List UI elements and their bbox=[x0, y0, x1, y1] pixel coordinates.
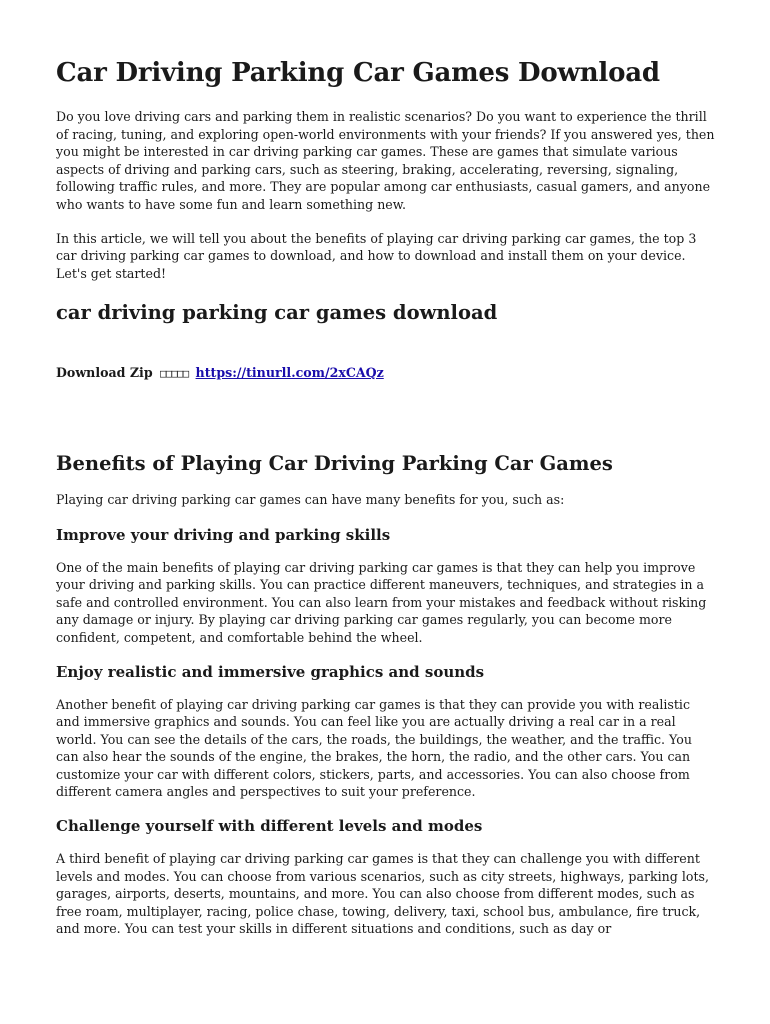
download-link[interactable]: https://tinurll.com/2xCAQz bbox=[195, 365, 384, 381]
benefits-intro: Playing car driving parking car games can have many benefits for you, such as: bbox=[56, 491, 565, 507]
section-text-graphics-sounds: Another benefit of playing car driving parking car games is that they can provide you with realistic and immersive graphics and sounds. You can feel like you are actually driving a real car in a real world. You can see the details of the cars, the roads, the buildings, the weather, and the traffic. You can also hear the sounds of the engine, the brakes, the horn, the radio, and the other cars. You can customize your car with different colors, stickers, parts, and accessories. You can also choose from different camera angles and perspectives to suit your preference. bbox=[56, 696, 692, 800]
section-text-driving-skills: One of the main benefits of playing car driving parking car games is that they can help you improve your driving and parking skills. You can practice different maneuvers, techniques, and strategies in a safe and controlled environment. You can also learn from your mistakes and feedback without risking any damage or injury. By playing car driving parking car games regularly, you can become more confident, competent, and comfortable behind the wheel. bbox=[56, 559, 707, 645]
download-line bbox=[56, 364, 716, 383]
section-heading-graphics-sounds: Enjoy realistic and immersive graphics and sounds bbox=[56, 662, 485, 681]
intro-paragraph-2: In this article, we will tell you about the benefits of playing car driving parking car games, the top 3 car driving parking car games to download, and how to download and install them on your device. Let's get started! bbox=[56, 230, 697, 281]
section-heading-driving-skills: Improve your driving and parking skills bbox=[56, 525, 391, 544]
download-heading: car driving parking car games download bbox=[56, 301, 498, 325]
missing-glyph-boxes: □□□□□ bbox=[160, 367, 189, 381]
benefits-heading: Benefits of Playing Car Driving Parking Car Games bbox=[56, 451, 613, 475]
document-page bbox=[56, 56, 716, 953]
section-heading-levels-modes: Challenge yourself with different levels and modes bbox=[56, 817, 483, 836]
section-text-levels-modes: A third benefit of playing car driving parking car games is that they can challenge you with different levels and modes. You can choose from various scenarios, such as city streets, highways, parking lots, garages, airports, deserts, mountains, and more. You can also choose from different modes, such as free roam, multiplayer, racing, police chase, towing, delivery, taxi, school bus, ambulance, fire truck, and more. You can test your skills in different situations and conditions, such as day or bbox=[56, 851, 709, 937]
page-title: Car Driving Parking Car Games Download bbox=[56, 58, 660, 88]
intro-paragraph-1: Do you love driving cars and parking them in realistic scenarios? Do you want to experience the thrill of racing, tuning, and exploring open-world environments with your friends? If you answered yes, then you might be interested in car driving parking car games. These are games that simulate various aspects of driving and parking cars, such as steering, braking, accelerating, reversing, signaling, following traffic rules, and more. They are popular among car enthusiasts, casual gamers, and anyone who wants to have some fun and learn something new. bbox=[56, 109, 715, 212]
download-label: Download Zip bbox=[56, 365, 153, 381]
